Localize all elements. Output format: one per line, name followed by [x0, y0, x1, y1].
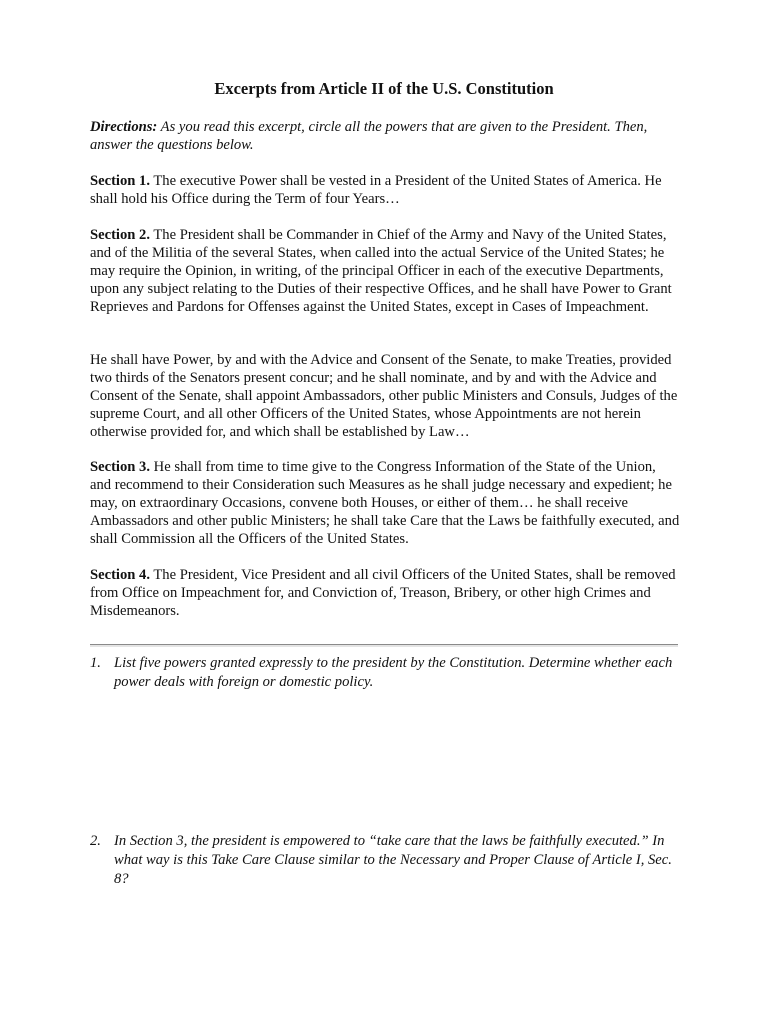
section-2-text: The President shall be Commander in Chief of the Army and Navy of the United States, and of the Militia of the several States, when called into the actual Service of the United States; he may require the Opinion, in writing, of the principal Officer in each of the executive Departments, upon any subject relating to the Duties of their respective Offices, and he shall have Power to Grant Reprieves and Pardons for Offenses against the United States, except in Cases of Impeachment. [90, 227, 672, 315]
section-3-paragraph [90, 458, 680, 548]
section-2-continued-paragraph [90, 351, 680, 441]
question-1-text: List five powers granted expressly to the president by the Constitution. Determine whether each power deals with foreign or domestic policy. [114, 655, 673, 690]
section-4-paragraph [90, 566, 680, 620]
section-1-text: The executive Power shall be vested in a President of the United States of America. He shall hold his Office during the Term of four Years… [90, 173, 662, 207]
page-title: Excerpts from Article II of the U.S. Constitution [214, 79, 554, 98]
section-1-paragraph [90, 172, 680, 208]
directions-label: Directions: [90, 119, 158, 135]
section-3-text: He shall from time to time give to the Congress Information of the State of the Union, and recommend to their Consideration such Measures as he shall judge necessary and expedient; he may, on extraordinary Occasions, convene both Houses, or either of them… he shall receive Ambassadors and other public Ministers; he shall take Care that the Laws be faithfully executed, and shall Commission all the Officers of the United States. [90, 459, 680, 547]
section-1-label: Section 1. [90, 173, 150, 189]
directions-text: As you read this excerpt, circle all the powers that are given to the President. Then, answer the questions below. [90, 119, 648, 153]
section-3-label: Section 3. [90, 459, 150, 475]
section-4-label: Section 4. [90, 567, 150, 583]
question-2-number: 2. [90, 833, 101, 849]
section-4-text: The President, Vice President and all civil Officers of the United States, shall be removed from Office on Impeachment for, and Conviction of, Treason, Bribery, or other high Crimes and Misdemeanors. [90, 567, 676, 619]
horizontal-divider [90, 644, 678, 645]
question-2-text: In Section 3, the president is empowered to “take care that the laws be faithfully executed.” In what way is this Take Care Clause similar to the Necessary and Proper Clause of Article I, Sec. 8? [114, 833, 672, 887]
directions-paragraph [90, 118, 680, 154]
section-2-label: Section 2. [90, 227, 150, 243]
question-1-number: 1. [90, 655, 101, 671]
section-2-continued-text: He shall have Power, by and with the Advice and Consent of the Senate, to make Treaties, provided two thirds of the Senators present concur; and he shall nominate, and by and with the Advice and Consent of the Senate, shall appoint Ambassadors, other public Ministers and Consuls, Judges of the supreme Court, and all other Officers of the United States, whose Appointments are not herein otherwise provided for, and which shall be established by Law… [90, 352, 678, 440]
section-2-paragraph [90, 226, 680, 316]
